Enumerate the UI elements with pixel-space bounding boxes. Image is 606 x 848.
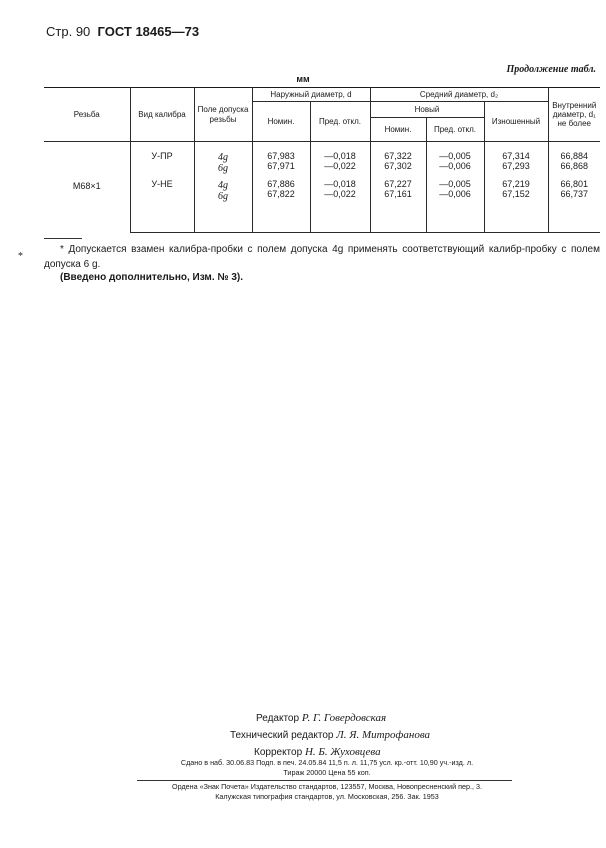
tech-editor-label: Технический редактор: [230, 730, 334, 742]
publisher-line: Ордена «Знак Почета» Издательство стандартов, 123557, Москва, Новопресненский пер., 3.: [172, 782, 482, 791]
value: 67,302: [384, 161, 412, 172]
footnote-divider: [44, 238, 82, 239]
thread-cell: M68×1: [44, 142, 130, 233]
printer-line: Калужская типография стандартов, ул. Московская, 256. Зак. 1953: [215, 792, 439, 802]
tech-editor-name: Л. Я. Митрофанова: [336, 729, 431, 742]
header-outer-nominal: Номин.: [252, 102, 310, 142]
editor-line: [230, 710, 430, 727]
footnote-text: * Допускается взамен калибра-пробки с полем допуска 4g применять соответствующий калибр-пробку с полем допуска 6 g.: [44, 244, 600, 270]
outer-nominal-cell: [252, 174, 310, 232]
header-outer-deviation: Пред. откл.: [310, 102, 370, 142]
gauge-table: [44, 87, 600, 233]
imprint-divider: [137, 780, 512, 781]
editor-name: Р. Г. Говердовская: [301, 712, 387, 724]
print-details: [137, 758, 517, 779]
value: 67,886: [267, 179, 295, 190]
editor-label: Редактор: [256, 713, 300, 724]
value: —0,006: [439, 189, 471, 200]
outer-deviation-cell: [310, 174, 370, 232]
tolerance-value: 4g: [218, 180, 228, 192]
value: —0,006: [439, 161, 471, 172]
header-mean-nominal: Номин.: [370, 118, 426, 142]
value: 67,219: [502, 179, 530, 190]
corrector-label: Корректор: [254, 747, 303, 759]
gauge-cell: У-ПР: [130, 142, 194, 175]
margin-star-marker: *: [18, 251, 23, 262]
outer-nominal-cell: [252, 142, 310, 175]
print-details-line: Сдано в наб. 30.06.83 Подп. в печ. 24.05.84 11,5 п. л. 11,75 усл. кр.-отт. 10,90 уч.-изд. л.: [180, 758, 474, 767]
amendment-note: (Введено дополнительно, Изм. № 3).: [60, 272, 243, 283]
table-row: [44, 142, 600, 175]
mean-deviation-cell: [426, 174, 484, 232]
value: 67,161: [384, 189, 412, 200]
value: 67,293: [502, 161, 530, 172]
value: 67,314: [502, 151, 530, 162]
tolerance-value: 4g: [218, 152, 228, 164]
header-gauge-type: Вид калибра: [130, 88, 194, 142]
header-mean-diameter: Средний диаметр, d₂: [370, 88, 548, 102]
value: 66,801: [560, 179, 589, 190]
page-number: 90: [75, 24, 91, 39]
value: —0,005: [439, 179, 471, 190]
value: 66,884: [560, 151, 589, 162]
header-tolerance: Поле допуска резьбы: [194, 88, 252, 142]
page-prefix: Стр.: [46, 24, 73, 39]
header-mean-deviation: Пред. откл.: [426, 118, 484, 142]
inner-cell: [548, 174, 600, 232]
value: 67,983: [267, 151, 295, 162]
table-unit: мм: [296, 74, 310, 84]
inner-cell: [548, 142, 600, 175]
mean-deviation-cell: [426, 142, 484, 175]
page-header: [46, 24, 199, 39]
header-worn: Изношенный: [484, 102, 548, 142]
worn-cell: [484, 174, 548, 232]
publisher-details: [137, 782, 517, 803]
worn-cell: [484, 142, 548, 175]
value: 67,822: [267, 189, 295, 200]
header-thread: Резьба: [44, 88, 130, 142]
value: —0,018: [324, 151, 356, 162]
value: —0,022: [324, 161, 356, 172]
value: —0,022: [324, 189, 356, 200]
tolerance-cell: [194, 142, 252, 175]
value: 67,971: [267, 161, 295, 172]
standard-number: ГОСТ 18465—73: [97, 24, 200, 39]
header-new: Новый: [370, 102, 484, 118]
value: 67,227: [384, 179, 412, 190]
value: 67,152: [502, 189, 530, 200]
table-continuation-note: Продолжение табл.: [506, 64, 596, 75]
tech-editor-line: [230, 727, 430, 744]
value: —0,018: [324, 179, 356, 190]
tolerance-value: 6g: [218, 191, 228, 203]
gauge-cell: У-НЕ: [130, 174, 194, 232]
header-outer-diameter: Наружный диаметр, d: [252, 88, 370, 102]
corrector-name: Н. Б. Жуховцева: [304, 746, 381, 759]
outer-deviation-cell: [310, 142, 370, 175]
editors-block: [230, 710, 430, 761]
mean-nominal-cell: [370, 142, 426, 175]
mean-nominal-cell: [370, 174, 426, 232]
value: 66,737: [560, 189, 589, 200]
value: 67,322: [384, 151, 412, 162]
value: 66,868: [560, 161, 589, 172]
header-inner-diameter: Внутренний диаметр, d₁ не более: [548, 88, 600, 142]
tolerance-value: 6g: [218, 163, 228, 175]
value: —0,005: [439, 151, 471, 162]
tolerance-cell: [194, 174, 252, 232]
print-run-line: Тираж 20000 Цена 55 коп.: [283, 768, 371, 778]
